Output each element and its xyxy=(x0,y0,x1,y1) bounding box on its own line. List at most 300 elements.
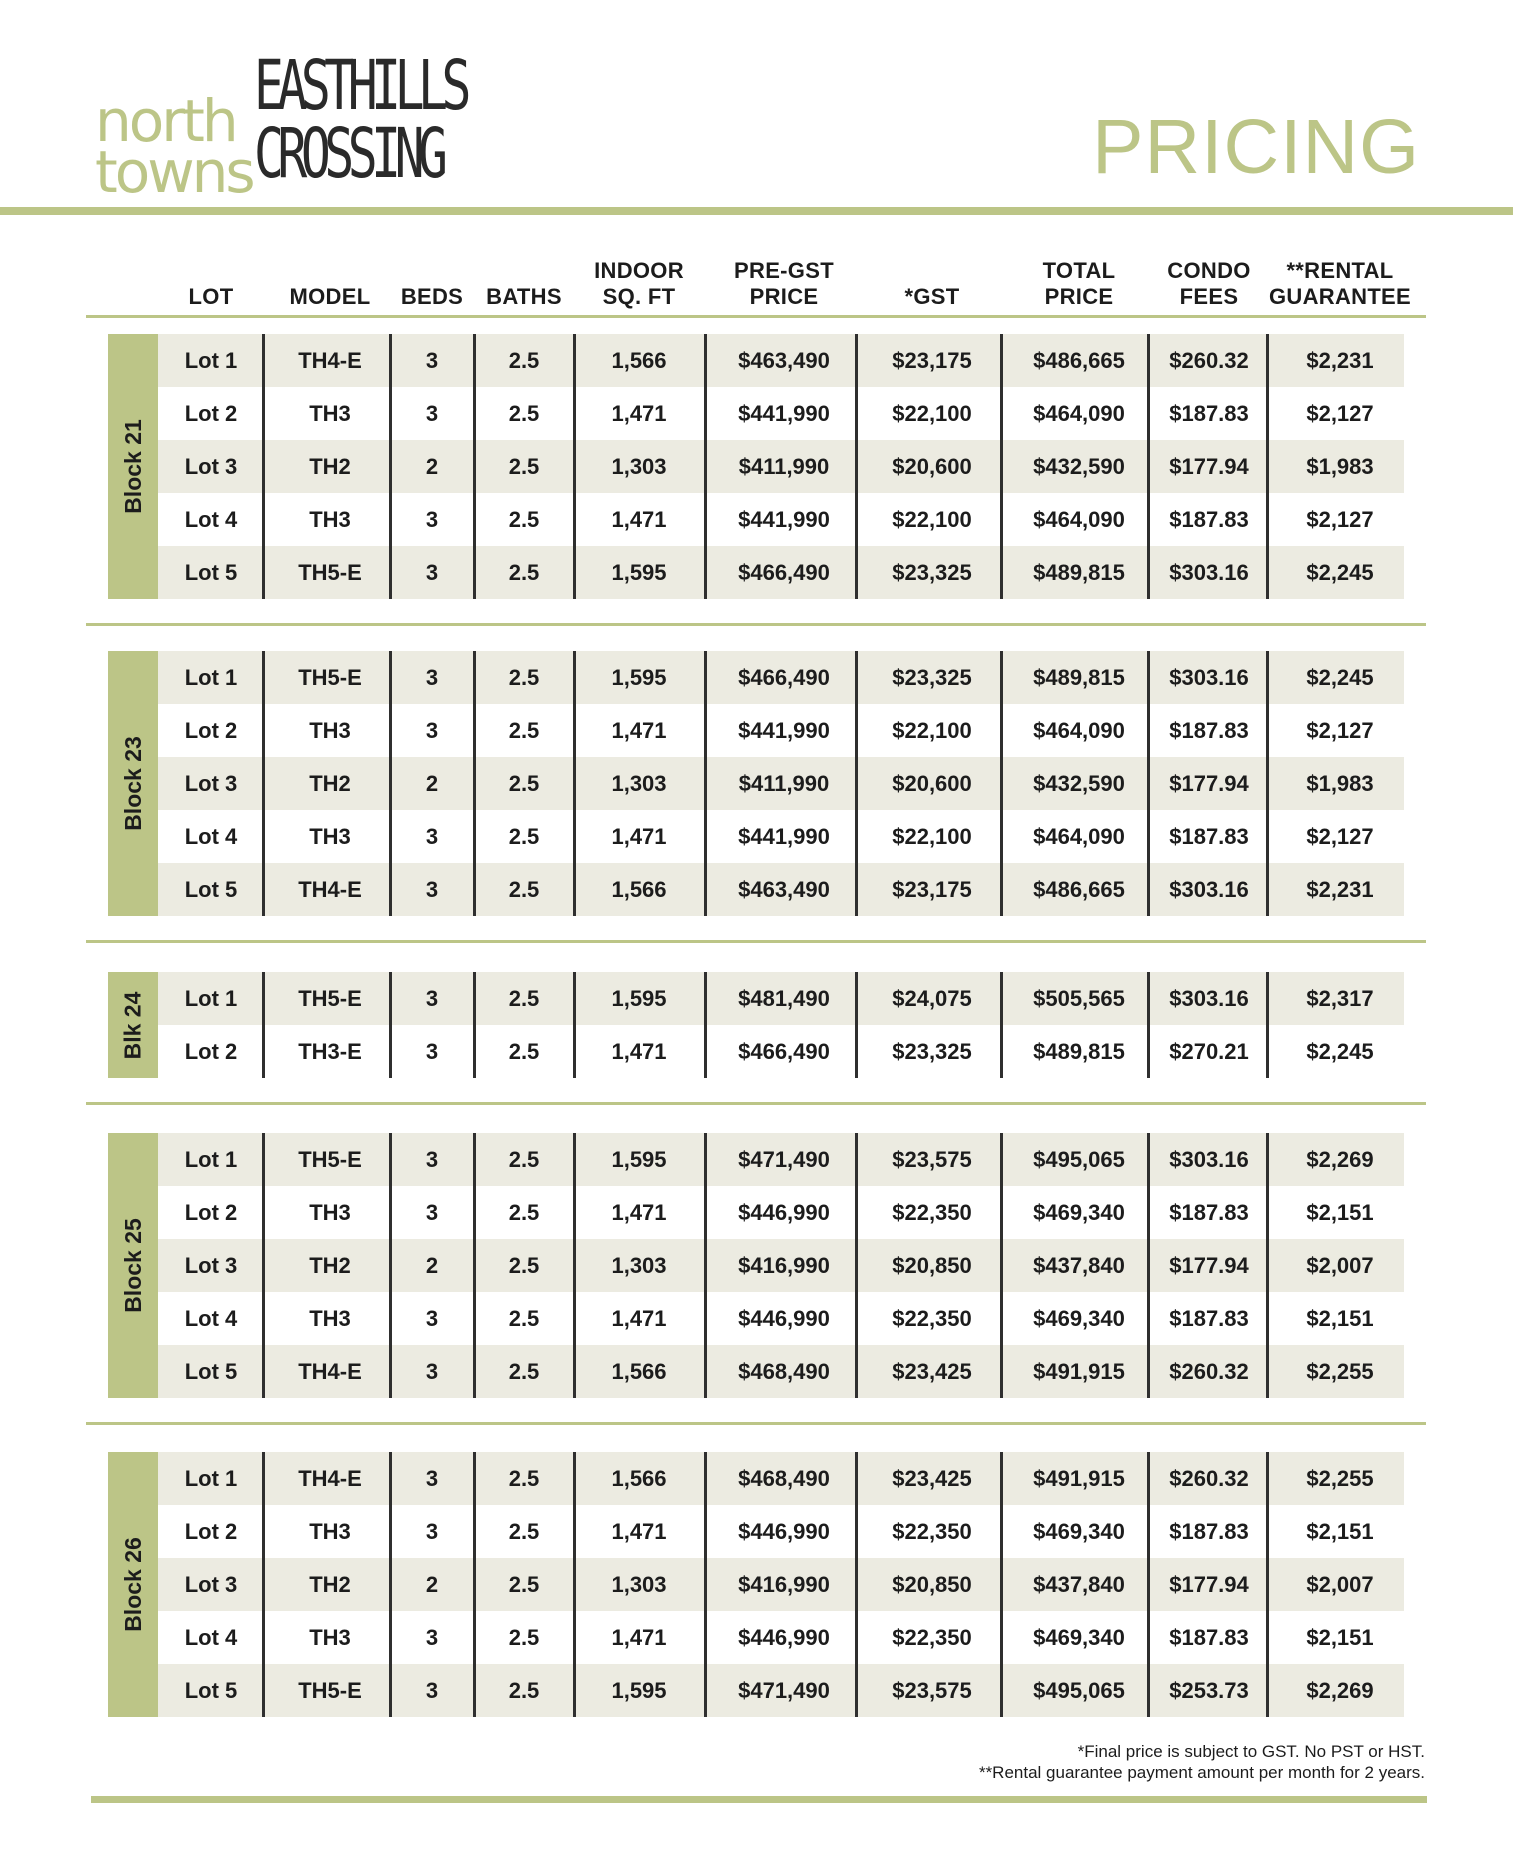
table-cell: $495,065 xyxy=(1033,1147,1125,1172)
table-cell: 2.5 xyxy=(508,507,540,532)
header-divider xyxy=(0,207,1513,215)
table-cell: $23,425 xyxy=(892,1359,972,1384)
block-label: Blk 24 xyxy=(119,991,146,1059)
table-cell: 2.5 xyxy=(508,665,540,690)
table-cell: 2.5 xyxy=(508,1678,540,1703)
table-cell: $177.94 xyxy=(1169,1572,1249,1597)
table-cell: $469,340 xyxy=(1033,1519,1125,1544)
table-cell: 2.5 xyxy=(508,401,540,426)
table-cell: $187.83 xyxy=(1169,401,1249,426)
block-divider xyxy=(86,940,1426,943)
table-cell: $187.83 xyxy=(1169,1625,1249,1650)
table-cell: 3 xyxy=(425,824,439,849)
table-cell: $2,255 xyxy=(1306,1359,1374,1384)
table-cell: Lot 3 xyxy=(184,1253,238,1278)
table-cell: 2.5 xyxy=(508,824,540,849)
table-cell: $2,127 xyxy=(1306,824,1374,849)
table-cell: 3 xyxy=(425,1519,439,1544)
table-cell: $2,151 xyxy=(1306,1200,1374,1225)
table-row xyxy=(158,1611,1404,1664)
column-divider xyxy=(573,1133,576,1398)
table-cell: $22,350 xyxy=(892,1200,972,1225)
table-cell: $416,990 xyxy=(738,1253,830,1278)
table-cell: $411,990 xyxy=(738,454,830,479)
table-cell: Lot 3 xyxy=(184,1572,238,1597)
table-row xyxy=(158,757,1404,810)
table-row xyxy=(158,440,1404,493)
table-cell: $486,665 xyxy=(1033,877,1125,902)
column-divider xyxy=(1000,972,1003,1078)
table-cell: TH3 xyxy=(309,507,351,532)
table-cell: 2 xyxy=(425,1253,439,1278)
table-cell: TH3 xyxy=(309,1625,351,1650)
column-header: LOT xyxy=(188,284,234,309)
table-cell: $23,575 xyxy=(892,1678,972,1703)
table-cell: $23,175 xyxy=(892,877,972,902)
footnote-rental: **Rental guarantee payment amount per month for 2 years. xyxy=(978,1763,1425,1782)
table-cell: TH5-E xyxy=(298,1147,362,1172)
table-cell: $495,065 xyxy=(1033,1678,1125,1703)
table-cell: $469,340 xyxy=(1033,1625,1125,1650)
table-cell: $177.94 xyxy=(1169,1253,1249,1278)
table-cell: $260.32 xyxy=(1169,348,1249,373)
table-cell: $2,269 xyxy=(1306,1147,1374,1172)
table-cell: $22,100 xyxy=(892,718,972,743)
column-divider xyxy=(855,1452,858,1717)
table-cell: $468,490 xyxy=(738,1359,830,1384)
column-divider xyxy=(1147,651,1150,916)
table-cell: Lot 1 xyxy=(184,986,238,1011)
table-cell: 3 xyxy=(425,348,439,373)
table-cell: 1,595 xyxy=(611,986,667,1011)
table-cell: 2 xyxy=(425,1572,439,1597)
table-cell: $23,575 xyxy=(892,1147,972,1172)
table-cell: $432,590 xyxy=(1033,771,1125,796)
table-cell: 2.5 xyxy=(508,1039,540,1064)
column-header: CONDO FEES xyxy=(1167,258,1251,309)
column-divider xyxy=(1147,1133,1150,1398)
table-cell: 3 xyxy=(425,877,439,902)
column-divider xyxy=(704,972,707,1078)
column-divider xyxy=(389,651,392,916)
table-cell: TH3 xyxy=(309,1519,351,1544)
table-cell: TH2 xyxy=(309,1572,351,1597)
table-cell: Lot 5 xyxy=(184,1359,238,1384)
table-cell: 2.5 xyxy=(508,1200,540,1225)
table-cell: $2,245 xyxy=(1306,1039,1374,1064)
column-divider xyxy=(855,334,858,599)
table-cell: $464,090 xyxy=(1033,401,1125,426)
table-cell: 3 xyxy=(425,1466,439,1491)
table-cell: $2,127 xyxy=(1306,718,1374,743)
column-divider xyxy=(704,1452,707,1717)
table-cell: 2.5 xyxy=(508,771,540,796)
table-cell: Lot 1 xyxy=(184,665,238,690)
table-cell: $2,245 xyxy=(1306,560,1374,585)
table-cell: TH5-E xyxy=(298,1678,362,1703)
column-divider xyxy=(704,1133,707,1398)
table-cell: 1,595 xyxy=(611,665,667,690)
logo-easthills-text: EASTHILLS xyxy=(254,46,465,126)
column-divider xyxy=(1000,1452,1003,1717)
table-cell: $466,490 xyxy=(738,665,830,690)
table-cell: $441,990 xyxy=(738,507,830,532)
table-cell: 1,471 xyxy=(611,1200,667,1225)
table-cell: Lot 2 xyxy=(184,1039,238,1064)
column-header: *GST xyxy=(904,284,960,309)
table-cell: $23,175 xyxy=(892,348,972,373)
table-cell: TH3-E xyxy=(298,1039,362,1064)
table-cell: TH4-E xyxy=(298,1359,362,1384)
table-cell: 3 xyxy=(425,1359,439,1384)
table-cell: 2.5 xyxy=(508,986,540,1011)
table-cell: $260.32 xyxy=(1169,1466,1249,1491)
table-cell: 1,303 xyxy=(611,1572,667,1597)
table-cell: TH4-E xyxy=(298,1466,362,1491)
table-cell: TH4-E xyxy=(298,877,362,902)
table-cell: $463,490 xyxy=(738,877,830,902)
table-cell: $2,127 xyxy=(1306,401,1374,426)
table-cell: $491,915 xyxy=(1033,1466,1125,1491)
table-cell: Lot 1 xyxy=(184,348,238,373)
table-cell: $464,090 xyxy=(1033,824,1125,849)
table-cell: $23,425 xyxy=(892,1466,972,1491)
table-cell: $260.32 xyxy=(1169,1359,1249,1384)
table-cell: $464,090 xyxy=(1033,507,1125,532)
table-cell: TH2 xyxy=(309,454,351,479)
column-header: **RENTAL GUARANTEE xyxy=(1268,258,1412,309)
table-cell: $22,100 xyxy=(892,401,972,426)
table-cell: Lot 2 xyxy=(184,718,238,743)
table-cell: $2,127 xyxy=(1306,507,1374,532)
table-cell: $303.16 xyxy=(1169,877,1249,902)
table-row xyxy=(158,1505,1404,1558)
column-divider xyxy=(389,1452,392,1717)
column-divider xyxy=(855,651,858,916)
table-cell: $441,990 xyxy=(738,718,830,743)
table-cell: $446,990 xyxy=(738,1306,830,1331)
column-divider xyxy=(473,972,476,1078)
table-cell: $187.83 xyxy=(1169,718,1249,743)
column-divider xyxy=(473,1452,476,1717)
table-cell: $22,350 xyxy=(892,1519,972,1544)
column-divider xyxy=(1000,334,1003,599)
table-cell: $20,600 xyxy=(892,771,972,796)
table-cell: $187.83 xyxy=(1169,824,1249,849)
table-cell: 2 xyxy=(425,454,439,479)
footer-divider xyxy=(91,1796,1427,1803)
column-header: MODEL xyxy=(289,284,371,309)
table-cell: 1,471 xyxy=(611,1306,667,1331)
table-cell: 3 xyxy=(425,560,439,585)
column-divider xyxy=(389,1133,392,1398)
table-cell: 2.5 xyxy=(508,1359,540,1384)
table-cell: Lot 4 xyxy=(184,824,238,849)
table-cell: 3 xyxy=(425,1200,439,1225)
table-row xyxy=(158,1239,1404,1292)
table-cell: 1,471 xyxy=(611,1625,667,1650)
table-cell: $2,255 xyxy=(1306,1466,1374,1491)
column-divider xyxy=(1000,1133,1003,1398)
table-cell: 1,471 xyxy=(611,718,667,743)
table-cell: $2,317 xyxy=(1306,986,1374,1011)
table-cell: $20,850 xyxy=(892,1253,972,1278)
column-divider xyxy=(1266,1133,1269,1398)
column-divider xyxy=(389,334,392,599)
table-cell: 2.5 xyxy=(508,1253,540,1278)
column-divider xyxy=(1147,334,1150,599)
table-row xyxy=(158,1345,1404,1398)
table-cell: 2.5 xyxy=(508,1466,540,1491)
table-cell: $469,340 xyxy=(1033,1200,1125,1225)
table-cell: $491,915 xyxy=(1033,1359,1125,1384)
table-cell: $466,490 xyxy=(738,1039,830,1064)
table-cell: TH5-E xyxy=(298,665,362,690)
table-cell: $187.83 xyxy=(1169,1306,1249,1331)
column-divider xyxy=(473,651,476,916)
table-cell: 3 xyxy=(425,986,439,1011)
table-cell: 3 xyxy=(425,507,439,532)
table-cell: 2.5 xyxy=(508,454,540,479)
table-cell: $2,151 xyxy=(1306,1519,1374,1544)
table-row xyxy=(158,972,1404,1025)
table-cell: $505,565 xyxy=(1033,986,1125,1011)
table-cell: $2,231 xyxy=(1306,877,1374,902)
table-cell: $437,840 xyxy=(1033,1572,1125,1597)
column-header: BATHS xyxy=(486,284,562,309)
table-cell: 2.5 xyxy=(508,1519,540,1544)
table-cell: Lot 5 xyxy=(184,1678,238,1703)
footnotes xyxy=(979,1741,1425,1783)
column-divider xyxy=(855,1133,858,1398)
block-divider xyxy=(86,623,1426,626)
table-cell: $2,007 xyxy=(1306,1572,1374,1597)
table-cell: Lot 5 xyxy=(184,560,238,585)
table-cell: $464,090 xyxy=(1033,718,1125,743)
table-cell: TH3 xyxy=(309,401,351,426)
table-cell: Lot 4 xyxy=(184,1306,238,1331)
column-divider xyxy=(262,651,265,916)
table-cell: 2.5 xyxy=(508,1306,540,1331)
table-cell: $481,490 xyxy=(738,986,830,1011)
table-cell: $446,990 xyxy=(738,1625,830,1650)
table-cell: $177.94 xyxy=(1169,771,1249,796)
table-cell: $446,990 xyxy=(738,1200,830,1225)
table-cell: Lot 2 xyxy=(184,1200,238,1225)
table-cell: 1,303 xyxy=(611,1253,667,1278)
table-row xyxy=(158,863,1404,916)
easthills-crossing-logo xyxy=(254,46,465,194)
table-cell: $489,815 xyxy=(1033,560,1125,585)
footnote-gst: *Final price is subject to GST. No PST or HST. xyxy=(1077,1742,1425,1761)
table-cell: Lot 1 xyxy=(184,1466,238,1491)
table-cell: 1,471 xyxy=(611,507,667,532)
table-row xyxy=(158,334,1404,387)
table-cell: TH2 xyxy=(309,1253,351,1278)
table-row xyxy=(158,1186,1404,1239)
table-cell: $22,350 xyxy=(892,1625,972,1650)
table-cell: 2.5 xyxy=(508,718,540,743)
table-cell: $441,990 xyxy=(738,824,830,849)
table-cell: Lot 3 xyxy=(184,454,238,479)
table-cell: 1,471 xyxy=(611,1519,667,1544)
block-label: Block 23 xyxy=(119,736,146,831)
column-header: BEDS xyxy=(400,284,464,309)
column-divider xyxy=(1266,334,1269,599)
column-divider xyxy=(389,972,392,1078)
table-cell: 1,595 xyxy=(611,1147,667,1172)
table-cell: $187.83 xyxy=(1169,1200,1249,1225)
table-cell: $23,325 xyxy=(892,1039,972,1064)
north-towns-logo xyxy=(95,87,253,206)
logo-north-text: north xyxy=(95,87,236,155)
table-cell: $23,325 xyxy=(892,665,972,690)
table-cell: 3 xyxy=(425,1678,439,1703)
column-divider xyxy=(573,972,576,1078)
table-row xyxy=(158,546,1404,599)
block-divider xyxy=(86,1422,1426,1425)
table-cell: TH5-E xyxy=(298,986,362,1011)
table-cell: 3 xyxy=(425,1039,439,1064)
table-header xyxy=(0,250,1513,310)
table-cell: $2,231 xyxy=(1306,348,1374,373)
column-divider xyxy=(573,651,576,916)
table-cell: $303.16 xyxy=(1169,986,1249,1011)
table-cell: $441,990 xyxy=(738,401,830,426)
column-divider xyxy=(262,972,265,1078)
table-cell: 3 xyxy=(425,665,439,690)
column-divider xyxy=(1147,972,1150,1078)
table-row xyxy=(158,1292,1404,1345)
table-cell: 2.5 xyxy=(508,560,540,585)
column-header: INDOOR SQ. FT xyxy=(594,258,684,309)
table-cell: 2.5 xyxy=(508,1147,540,1172)
table-cell: 1,566 xyxy=(611,1359,667,1384)
table-cell: $2,245 xyxy=(1306,665,1374,690)
column-header: PRE-GST PRICE xyxy=(734,258,834,309)
column-divider xyxy=(855,972,858,1078)
table-cell: $468,490 xyxy=(738,1466,830,1491)
table-cell: $270.21 xyxy=(1169,1039,1249,1064)
table-cell: 1,566 xyxy=(611,1466,667,1491)
table-cell: $24,075 xyxy=(892,986,972,1011)
table-cell: $303.16 xyxy=(1169,560,1249,585)
table-cell: $1,983 xyxy=(1306,454,1374,479)
table-cell: Lot 2 xyxy=(184,1519,238,1544)
table-cell: 3 xyxy=(425,1147,439,1172)
logo-crossing-text: CROSSING xyxy=(254,114,442,194)
block-label: Block 21 xyxy=(119,419,146,514)
table-cell: Lot 4 xyxy=(184,507,238,532)
table-cell: $177.94 xyxy=(1169,454,1249,479)
table-row xyxy=(158,1133,1404,1186)
table-row xyxy=(158,1558,1404,1611)
table-cell: $187.83 xyxy=(1169,507,1249,532)
table-cell: TH2 xyxy=(309,771,351,796)
table-cell: $23,325 xyxy=(892,560,972,585)
column-divider xyxy=(1000,651,1003,916)
column-divider xyxy=(473,334,476,599)
table-cell: $253.73 xyxy=(1169,1678,1249,1703)
table-cell: 2 xyxy=(425,771,439,796)
column-divider xyxy=(1147,1452,1150,1717)
column-divider xyxy=(704,334,707,599)
column-header: TOTAL PRICE xyxy=(1042,258,1116,309)
table-row xyxy=(158,810,1404,863)
block-label: Block 25 xyxy=(119,1218,146,1313)
column-divider xyxy=(262,1133,265,1398)
table-cell: 2.5 xyxy=(508,1625,540,1650)
table-cell: $416,990 xyxy=(738,1572,830,1597)
table-cell: TH3 xyxy=(309,718,351,743)
column-divider xyxy=(704,651,707,916)
table-cell: $489,815 xyxy=(1033,665,1125,690)
table-cell: $2,151 xyxy=(1306,1625,1374,1650)
table-cell: TH3 xyxy=(309,1306,351,1331)
column-divider xyxy=(1266,972,1269,1078)
column-divider xyxy=(1266,651,1269,916)
table-row xyxy=(158,704,1404,757)
table-cell: $22,100 xyxy=(892,824,972,849)
table-cell: 3 xyxy=(425,1625,439,1650)
table-cell: 3 xyxy=(425,1306,439,1331)
table-cell: 3 xyxy=(425,401,439,426)
table-cell: Lot 1 xyxy=(184,1147,238,1172)
column-divider xyxy=(573,1452,576,1717)
table-cell: 1,303 xyxy=(611,454,667,479)
table-row xyxy=(158,651,1404,704)
column-divider xyxy=(262,334,265,599)
table-cell: $432,590 xyxy=(1033,454,1125,479)
table-cell: TH3 xyxy=(309,1200,351,1225)
table-cell: Lot 3 xyxy=(184,771,238,796)
table-cell: $1,983 xyxy=(1306,771,1374,796)
table-cell: $303.16 xyxy=(1169,1147,1249,1172)
table-cell: 1,595 xyxy=(611,560,667,585)
table-cell: 2.5 xyxy=(508,348,540,373)
block-label: Block 26 xyxy=(119,1537,146,1632)
table-cell: $471,490 xyxy=(738,1678,830,1703)
table-cell: TH4-E xyxy=(298,348,362,373)
table-cell: 1,566 xyxy=(611,348,667,373)
table-cell: 1,595 xyxy=(611,1678,667,1703)
table-cell: $437,840 xyxy=(1033,1253,1125,1278)
table-cell: $446,990 xyxy=(738,1519,830,1544)
header-rule xyxy=(86,315,1426,318)
page-title: PRICING xyxy=(1092,104,1420,190)
table-cell: $2,269 xyxy=(1306,1678,1374,1703)
column-divider xyxy=(473,1133,476,1398)
table-cell: $20,600 xyxy=(892,454,972,479)
table-cell: $469,340 xyxy=(1033,1306,1125,1331)
table-cell: $471,490 xyxy=(738,1147,830,1172)
table-cell: $20,850 xyxy=(892,1572,972,1597)
column-divider xyxy=(262,1452,265,1717)
table-cell: $303.16 xyxy=(1169,665,1249,690)
column-divider xyxy=(1266,1452,1269,1717)
table-cell: $489,815 xyxy=(1033,1039,1125,1064)
table-cell: 2.5 xyxy=(508,1572,540,1597)
table-cell: $22,100 xyxy=(892,507,972,532)
table-cell: $187.83 xyxy=(1169,1519,1249,1544)
table-cell: 2.5 xyxy=(508,877,540,902)
table-cell: TH5-E xyxy=(298,560,362,585)
table-row xyxy=(158,493,1404,546)
table-cell: 1,303 xyxy=(611,771,667,796)
table-row xyxy=(158,1664,1404,1717)
table-cell: 1,471 xyxy=(611,824,667,849)
table-cell: Lot 5 xyxy=(184,877,238,902)
